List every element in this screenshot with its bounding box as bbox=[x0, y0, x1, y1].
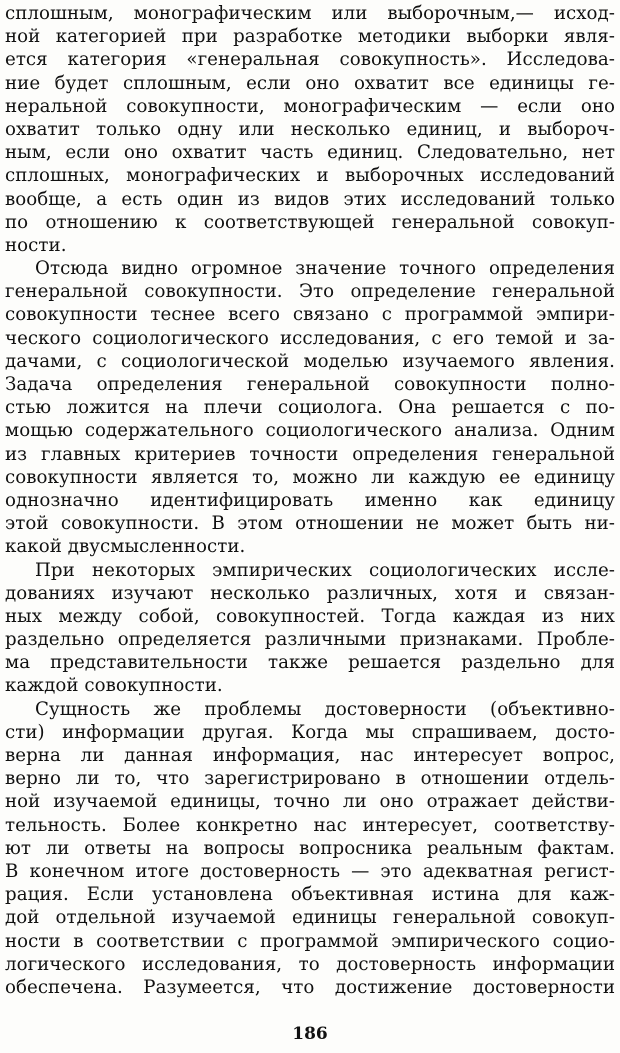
text-line: ных между собой, совокупностей. Тогда каждая из них bbox=[5, 605, 615, 627]
text-line: однозначно идентифицировать именно как единицу bbox=[5, 489, 615, 511]
paragraph bbox=[5, 698, 615, 999]
page-number: 186 bbox=[292, 1024, 328, 1044]
text-line: рация. Если установлена объективная истина для каж- bbox=[5, 884, 615, 906]
text-line: генеральной совокупности. Это определение генеральной bbox=[5, 281, 615, 303]
text-line: ние будет сплошным, если оно охватит все единицы ге- bbox=[5, 72, 615, 94]
text-line: ности. bbox=[5, 234, 67, 256]
text-line: дачами, с социологической моделью изучаемого явления. bbox=[5, 350, 615, 372]
paragraph bbox=[5, 2, 615, 257]
text-line: Задача определения генеральной совокупности полно- bbox=[5, 374, 615, 395]
text-line: по отношению к соответствующей генеральной совокуп- bbox=[5, 211, 615, 233]
text-line: ным, если оно охватит часть единиц. Следовательно, нет bbox=[5, 142, 615, 164]
text-line: этой совокупности. В этом отношении не может быть ни- bbox=[5, 513, 615, 535]
text-line: сплошных, монографических и выборочных исследований bbox=[5, 165, 615, 187]
text-line: охватит только одну или несколько единиц, и выбороч- bbox=[5, 118, 615, 140]
text-line: Сущность же проблемы достоверности (объективно- bbox=[35, 698, 615, 720]
text-line: ной изучаемой единицы, точно ли оно отражает действи- bbox=[5, 791, 615, 813]
text-line: совокупности является то, можно ли каждую ее единицу bbox=[5, 466, 615, 488]
text-line: ма представительности также решается раздельно для bbox=[5, 652, 615, 674]
text-line: раздельно определяется различными признаками. Пробле- bbox=[5, 629, 615, 651]
paragraph bbox=[5, 559, 615, 698]
text-line: из главных критериев точности определения генеральной bbox=[5, 443, 615, 465]
text-line: мощью содержательного социологического анализа. Одним bbox=[5, 420, 615, 442]
text-line: верна ли данная информация, нас интересует вопрос, bbox=[5, 745, 615, 766]
text-line: ется категория «генеральная совокупность». Исследова- bbox=[5, 49, 615, 71]
text-line: логического исследования, то достоверность информации bbox=[5, 953, 615, 975]
text-line: каждой совокупности. bbox=[5, 675, 223, 697]
text-line: ют ли ответы на вопросы вопросника реальным фактам. bbox=[5, 837, 615, 859]
text-line: Отсюда видно огромное значение точного определения bbox=[35, 258, 615, 280]
text-line: ности в соответствии с программой эмпирического социо- bbox=[5, 930, 615, 952]
text-line: ной категорией при разработке методики выборки явля- bbox=[5, 26, 615, 48]
text-line: тельность. Более конкретно нас интересует, соответству- bbox=[5, 814, 615, 836]
text-line: сти) информации другая. Когда мы спрашиваем, досто- bbox=[5, 721, 615, 743]
text-line: сплошным, монографическим или выборочным,— исход- bbox=[5, 3, 615, 24]
text-line: верно ли то, что зарегистрировано в отношении отдель- bbox=[5, 768, 615, 790]
text-line: совокупности теснее всего связано с программой эмпири- bbox=[5, 304, 615, 326]
text-line: вообще, а есть один из видов этих исследований только bbox=[5, 188, 615, 210]
text-line: В конечном итоге достоверность — это адекватная регист- bbox=[5, 860, 615, 882]
text-line: дой отдельной изучаемой единицы генеральной совокуп- bbox=[5, 907, 615, 929]
text-line: стью ложится на плечи социолога. Она решается с по- bbox=[5, 397, 615, 419]
text-line: дованиях изучают несколько различных, хотя и связан- bbox=[5, 582, 615, 604]
text-line: неральной совокупности, монографическим — если оно bbox=[5, 95, 615, 117]
text-line: ческого социологического исследования, с его темой и за- bbox=[5, 327, 615, 349]
paragraph bbox=[5, 257, 615, 558]
text-line: какой двусмысленности. bbox=[5, 536, 246, 558]
text-line: обеспечена. Разумеется, что достижение достоверности bbox=[5, 976, 615, 998]
text-line: При некоторых эмпирических социологических иссле- bbox=[35, 559, 615, 581]
body-text bbox=[5, 2, 615, 999]
